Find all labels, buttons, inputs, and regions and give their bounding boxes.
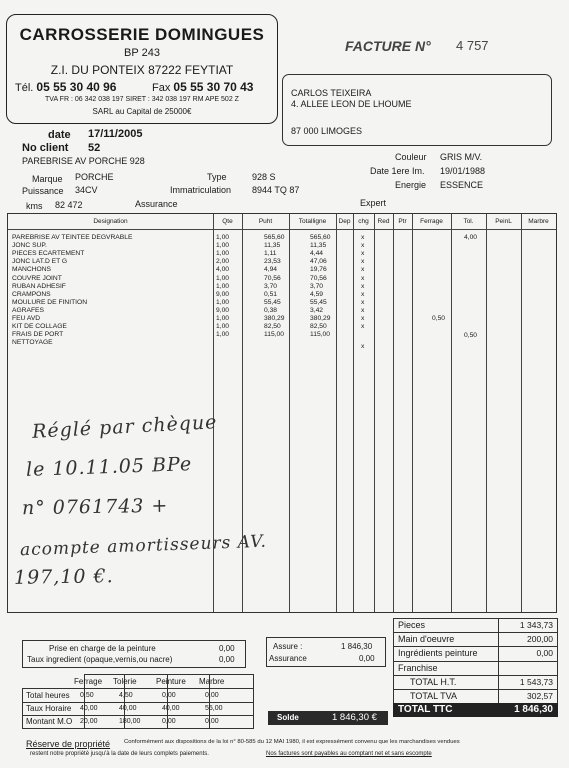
item-qty: 2,00 — [216, 258, 230, 266]
item-unit-price: 565,60 — [264, 234, 285, 241]
company-bp: BP 243 — [124, 47, 160, 59]
item-qty: 1,00 — [216, 315, 230, 322]
item-total: 11,35 — [310, 242, 327, 250]
type-value: 928 S — [252, 172, 276, 182]
invoice-label: FACTURE N° — [345, 38, 431, 54]
total-ttc-value: 1 846,30 — [514, 704, 553, 715]
item-ferrage: 0,50 — [432, 315, 446, 322]
footer-line1: Conformément aux dispositions de la loi n° 80-585 du 12 MAI 1980, il est expressément convenu que les marchandises vendues — [124, 739, 460, 745]
item-total: 19,76 — [310, 266, 327, 274]
item-qty: 1,00 — [216, 250, 230, 258]
hours-cell: 40,00 — [119, 705, 137, 713]
item-designation: PIECES ECARTEMENT — [12, 250, 85, 258]
total-ht-value: 1 543,73 — [519, 677, 553, 687]
date-value: 17/11/2005 — [88, 128, 143, 140]
item-total: 82,50 — [310, 323, 327, 331]
item-designation: JONC LAT.D ET G — [12, 258, 68, 266]
couleur-label: Couleur — [395, 152, 427, 162]
header-puht: Puht — [258, 218, 273, 225]
client-address-box — [282, 74, 552, 146]
item-designation: PAREBRISE AV TEINTEE DEGVRABLE — [12, 234, 133, 241]
item-chg-mark: x — [361, 306, 365, 314]
footer-line2: restent notre propriété jusqu'à la date de leurs complets paiements. — [30, 751, 209, 757]
col-divider — [393, 214, 394, 612]
item-qty: 4,00 — [216, 266, 230, 274]
item-chg-mark: x — [361, 343, 365, 351]
item-total: 380,29 — [310, 315, 331, 322]
header-ptr: Ptr — [398, 218, 407, 225]
pieces-value: 1 343,73 — [519, 620, 553, 630]
item-designation: MANCHONS — [12, 266, 52, 274]
no-client-value: 52 — [88, 142, 101, 154]
item-total: 4,44 — [310, 250, 324, 258]
item-designation: FRAIS DE PORT — [12, 331, 64, 339]
taux-label: Taux ingredient (opaque,vernis,ou nacre) — [27, 655, 173, 664]
hours-cell: 40,00 — [80, 705, 98, 713]
item-qty: 1,00 — [216, 331, 230, 339]
footer-reserve: Réserve de propriété — [26, 739, 111, 749]
handwritten-note-line: Réglé par chèque — [31, 411, 218, 443]
col-divider — [374, 214, 375, 612]
main-oeuvre-value: 200,00 — [527, 634, 553, 644]
hours-cell: 0,00 — [162, 718, 176, 726]
date1-value: 19/01/1988 — [440, 166, 486, 176]
item-total: 115,00 — [310, 331, 330, 339]
franchise-label: Franchise — [398, 663, 438, 673]
header-marbre: Marbre — [528, 218, 549, 225]
kms-label: kms — [26, 201, 43, 211]
item-tol: 4,00 — [464, 234, 478, 241]
item-chg-mark: x — [361, 250, 365, 258]
item-qty: 9,00 — [216, 306, 230, 314]
header-red: Red — [377, 218, 390, 225]
marque-value: PORCHE — [75, 172, 114, 182]
item-designation: AGRAFES — [12, 306, 44, 314]
table-header-divider — [8, 229, 556, 230]
company-header-box — [6, 14, 278, 124]
hours-cell: 0,00 — [162, 692, 176, 699]
item-designation: NETTOYAGE — [12, 339, 53, 347]
col-divider — [289, 214, 290, 612]
total-ht-label: TOTAL H.T. — [410, 677, 457, 687]
hours-row-label: Total heures — [26, 691, 70, 700]
item-total: 3,42 — [310, 306, 324, 314]
ingredients-value: 0,00 — [536, 648, 553, 658]
assure-value: 1 846,30 — [341, 642, 373, 651]
assure-label: Assure : — [273, 642, 303, 651]
company-sarl: SARL au Capital de 25000€ — [92, 107, 192, 116]
header-peint: PeinL — [495, 218, 512, 225]
item-chg-mark: x — [361, 266, 365, 274]
energie-value: ESSENCE — [440, 180, 484, 190]
footer-line2b: Nos factures sont payables au comptant net et sans escompte — [266, 751, 432, 757]
prise-value: 0,00 — [219, 644, 235, 653]
handwritten-note-line: acompte amortisseurs AV. — [19, 531, 268, 561]
col-divider — [521, 214, 522, 612]
hours-col-header: Marbre — [199, 677, 225, 686]
item-tol: 0,50 — [464, 332, 478, 340]
item-total: 70,56 — [310, 274, 327, 282]
item-qty: 1,00 — [216, 242, 230, 250]
item-qty: 1,00 — [216, 234, 230, 241]
energie-label: Energie — [395, 180, 427, 190]
hours-row-label: Montant M.O — [26, 717, 73, 727]
item-unit-price: 4,94 — [264, 266, 278, 274]
hours-col-header: Ferrage — [74, 677, 103, 686]
item-unit-price: 11,35 — [264, 242, 281, 250]
item-designation: JONC SUP. — [12, 242, 47, 250]
item-designation: RUBAN ADHESIF — [12, 282, 66, 290]
item-unit-price: 55,45 — [264, 298, 281, 306]
expert-label: Expert — [360, 198, 387, 208]
taux-value: 0,00 — [219, 655, 235, 664]
client-city: 87 000 LIMOGES — [291, 126, 363, 136]
company-tva: TVA FR : 06 342 038 197 SIRET : 342 038 197 RM APE 502 Z — [45, 96, 239, 103]
hours-col-header: Peinture — [156, 677, 186, 686]
no-client-label: No client — [22, 142, 69, 154]
item-total: 55,45 — [310, 298, 327, 306]
marque-label: Marque — [32, 174, 63, 184]
header-ferrage: Ferrage — [420, 218, 443, 225]
item-qty: 1,00 — [216, 274, 230, 282]
item-chg-mark: x — [361, 290, 365, 298]
header-dep: Dep — [338, 218, 351, 225]
item-qty: 1,00 — [216, 323, 230, 331]
couleur-value: GRIS M/V. — [440, 152, 483, 162]
puissance-label: Puissance — [22, 186, 64, 196]
pieces-label: Pieces — [398, 620, 426, 630]
item-chg-mark: x — [361, 323, 365, 331]
item-designation: KIT DE COLLAGE — [12, 323, 67, 331]
item-unit-price: 3,70 — [264, 282, 278, 290]
assure-box — [266, 637, 386, 667]
handwritten-note-line: le 10.11.05 BPe — [25, 453, 193, 481]
item-qty: 1,00 — [216, 298, 230, 306]
item-chg-mark: x — [361, 298, 365, 306]
company-address: Z.I. DU PONTEIX 87222 FEYTIAT — [50, 63, 234, 77]
total-tva-label: TOTAL TVA — [410, 691, 458, 701]
header-qte: Qte — [222, 218, 233, 225]
header-chg: chg — [358, 218, 369, 225]
item-total: 47,06 — [310, 258, 327, 266]
hours-cell: 0,00 — [205, 718, 219, 726]
solde-label: Solde — [277, 713, 299, 722]
type-label: Type — [207, 172, 227, 182]
col-divider — [412, 214, 413, 612]
item-unit-price: 1,11 — [264, 250, 277, 258]
hours-cell: 55,00 — [205, 705, 223, 713]
ingredients-label: Ingrédients peinture — [398, 648, 478, 658]
company-name: CARROSSERIE DOMINGUES — [19, 25, 265, 44]
item-unit-price: 70,56 — [264, 274, 281, 282]
solde-value: 1 846,30 € — [332, 712, 377, 723]
assurance-bottom-label: Assurance — [269, 654, 307, 663]
item-chg-mark: x — [361, 242, 365, 250]
item-chg-mark: x — [361, 274, 365, 282]
item-unit-price: 23,53 — [264, 258, 281, 266]
date1-label: Date 1ere Im. — [370, 166, 425, 176]
col-divider — [451, 214, 452, 612]
item-total: 565,60 — [310, 234, 331, 241]
hours-row-label: Taux Horaire — [26, 704, 72, 714]
assurance-label: Assurance — [135, 199, 178, 209]
col-divider — [336, 214, 337, 612]
item-unit-price: 82,50 — [264, 323, 281, 331]
invoice-number: 4 757 — [456, 38, 489, 53]
puissance-value: 34CV — [75, 185, 98, 195]
item-total: 3,70 — [310, 282, 324, 290]
hours-cell: 4,50 — [119, 692, 133, 699]
item-chg-mark: x — [361, 315, 365, 322]
col-divider — [353, 214, 354, 612]
item-chg-mark: x — [361, 258, 365, 266]
date-label: date — [48, 129, 71, 141]
immat-value: 8944 TQ 87 — [252, 185, 300, 195]
hours-cell: 180,00 — [119, 718, 141, 726]
item-qty: 1,00 — [216, 282, 230, 290]
company-phone: Tél. 05 55 30 40 96 — [15, 80, 117, 94]
assurance-bottom-value: 0,00 — [359, 654, 375, 663]
prise-label: Prise en charge de la peinture — [49, 644, 156, 653]
subject: PAREBRISE AV PORCHE 928 — [22, 156, 145, 166]
immat-label: Immatriculation — [170, 185, 232, 195]
item-unit-price: 0,51 — [264, 290, 278, 298]
paint-box — [22, 640, 246, 668]
hours-cell: 0,50 — [80, 692, 94, 699]
client-street: 4. ALLEE LEON DE LHOUME — [291, 99, 412, 109]
item-qty: 9,00 — [216, 290, 230, 298]
hours-cell: 20,00 — [80, 718, 98, 726]
kms-value: 82 472 — [55, 200, 83, 210]
item-chg-mark: x — [361, 282, 365, 290]
company-fax: Fax 05 55 30 70 43 — [152, 80, 254, 94]
handwritten-note-line: 197,10 €. — [13, 565, 114, 589]
item-designation: CRAMPONS — [12, 290, 51, 298]
header-tol: Tol. — [463, 218, 474, 225]
item-total: 4,59 — [310, 290, 324, 298]
col-divider — [486, 214, 487, 612]
item-designation: COUVRE JOINT — [12, 274, 62, 282]
main-oeuvre-label: Main d'oeuvre — [398, 634, 455, 644]
hours-col-header: Tolerie — [113, 677, 137, 686]
client-name: CARLOS TEIXEIRA — [291, 88, 372, 98]
hours-cell: 0,00 — [205, 692, 219, 699]
total-ttc-label: TOTAL TTC — [398, 704, 453, 715]
handwritten-note-line: n° 0761743 + — [21, 494, 169, 520]
header-designation: Designation — [93, 218, 128, 225]
item-unit-price: 115,00 — [264, 331, 284, 339]
item-designation: FEU AVD — [12, 315, 41, 322]
item-unit-price: 380,29 — [264, 315, 285, 322]
item-designation: MOULURE DE FINITION — [12, 298, 88, 306]
header-totalligne: Totalligne — [298, 218, 327, 225]
total-tva-value: 302,57 — [527, 691, 553, 701]
hours-cell: 40,00 — [162, 705, 180, 713]
item-unit-price: 0,38 — [264, 306, 278, 314]
item-chg-mark: x — [361, 234, 365, 241]
